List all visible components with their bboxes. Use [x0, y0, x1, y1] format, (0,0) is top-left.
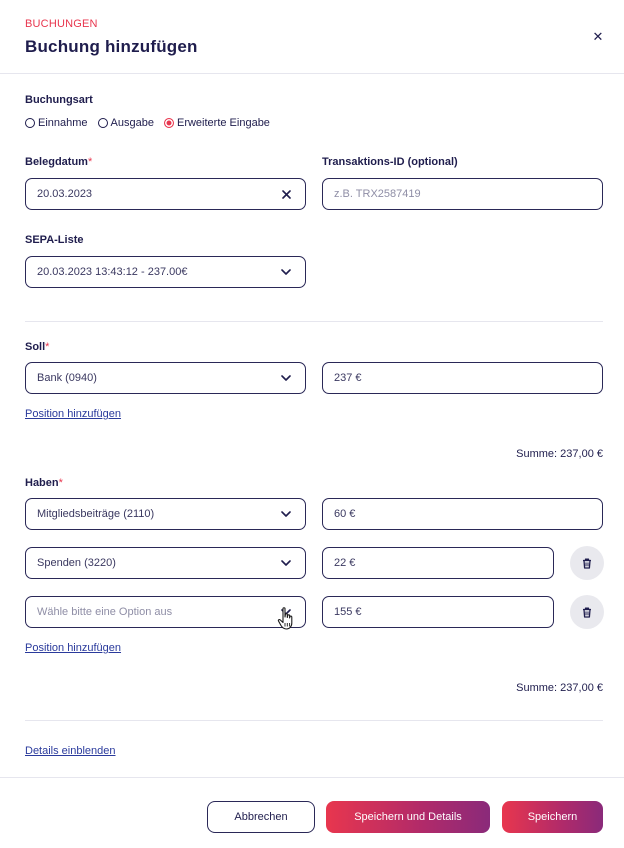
document-date-value: 20.03.2023	[37, 188, 93, 200]
radio-dot	[25, 118, 35, 128]
haben-add-position-link[interactable]: Position hinzufügen	[25, 642, 122, 654]
sepa-list-select[interactable]	[25, 256, 306, 288]
soll-label-text: Soll	[25, 341, 46, 353]
chevron-down-icon	[279, 371, 293, 385]
sepa-list-value: 20.03.2023 13:43:12 - 237.00€	[37, 266, 188, 278]
soll-add-position-link[interactable]: Position hinzufügen	[25, 408, 122, 420]
haben-label-text: Haben	[25, 477, 59, 489]
clear-icon[interactable]	[279, 187, 293, 201]
radio-label: Erweiterte Eingabe	[176, 117, 270, 129]
transaction-id-field[interactable]	[322, 178, 603, 210]
radio-label: Einnahme	[38, 117, 88, 129]
required-mark: *	[58, 477, 63, 489]
cancel-button[interactable]: Abbrechen	[207, 801, 315, 833]
haben-amount-value: 22 €	[334, 557, 356, 569]
save-and-details-button[interactable]: Speichern und Details	[326, 801, 490, 833]
save-button[interactable]: Speichern	[502, 801, 603, 833]
soll-account-value: Bank (0940)	[37, 372, 97, 384]
haben-sum: Summe: 237,00 €	[516, 682, 603, 694]
transaction-id-placeholder: z.B. TRX2587419	[334, 188, 421, 200]
section-divider	[25, 321, 603, 322]
soll-amount-value: 237 €	[334, 372, 362, 384]
sepa-list-label: SEPA-Liste	[25, 234, 84, 246]
haben-amount-input[interactable]	[322, 498, 603, 530]
hand-cursor-icon	[277, 606, 297, 632]
trash-icon[interactable]	[570, 595, 604, 629]
radio-einnahme[interactable]	[25, 117, 88, 129]
haben-amount-input[interactable]	[322, 547, 554, 579]
booking-type-label: Buchungsart	[25, 94, 93, 106]
haben-amount-input[interactable]	[322, 596, 554, 628]
booking-type-radio-group	[25, 116, 280, 130]
transaction-id-label: Transaktions-ID (optional)	[322, 156, 458, 168]
soll-label	[25, 341, 49, 353]
haben-account-select[interactable]	[25, 596, 306, 628]
show-details-link[interactable]: Details einblenden	[25, 745, 116, 757]
soll-amount-input[interactable]	[322, 362, 603, 394]
section-eyebrow: BUCHUNGEN	[25, 18, 98, 30]
footer-divider	[0, 777, 624, 778]
haben-account-value: Mitgliedsbeiträge (2110)	[37, 508, 155, 520]
document-date-label-text: Belegdatum	[25, 156, 88, 168]
required-mark: *	[87, 156, 93, 168]
radio-dot-selected	[164, 118, 174, 128]
chevron-down-icon	[279, 507, 293, 521]
radio-label: Ausgabe	[110, 117, 154, 129]
haben-amount-value: 60 €	[334, 508, 356, 520]
haben-account-select[interactable]	[25, 547, 306, 579]
soll-sum: Summe: 237,00 €	[516, 448, 603, 460]
trash-icon[interactable]	[570, 546, 604, 580]
haben-account-select[interactable]	[25, 498, 306, 530]
soll-account-select[interactable]	[25, 362, 306, 394]
chevron-down-icon	[279, 265, 293, 279]
haben-label	[25, 477, 63, 489]
radio-erweiterte-eingabe[interactable]	[164, 117, 270, 129]
modal-header	[0, 0, 624, 74]
radio-ausgabe[interactable]	[98, 117, 154, 129]
document-date-label	[25, 156, 92, 168]
radio-dot	[98, 118, 108, 128]
modal-title: Buchung hinzufügen	[25, 37, 198, 56]
section-divider	[25, 720, 603, 721]
close-icon[interactable]: ✕	[592, 29, 604, 44]
haben-account-value: Spenden (3220)	[37, 557, 116, 569]
haben-account-placeholder: Wähle bitte eine Option aus	[37, 606, 173, 618]
required-mark: *	[45, 341, 50, 353]
document-date-field[interactable]	[25, 178, 306, 210]
chevron-down-icon	[279, 556, 293, 570]
haben-amount-value: 155 €	[334, 606, 362, 618]
